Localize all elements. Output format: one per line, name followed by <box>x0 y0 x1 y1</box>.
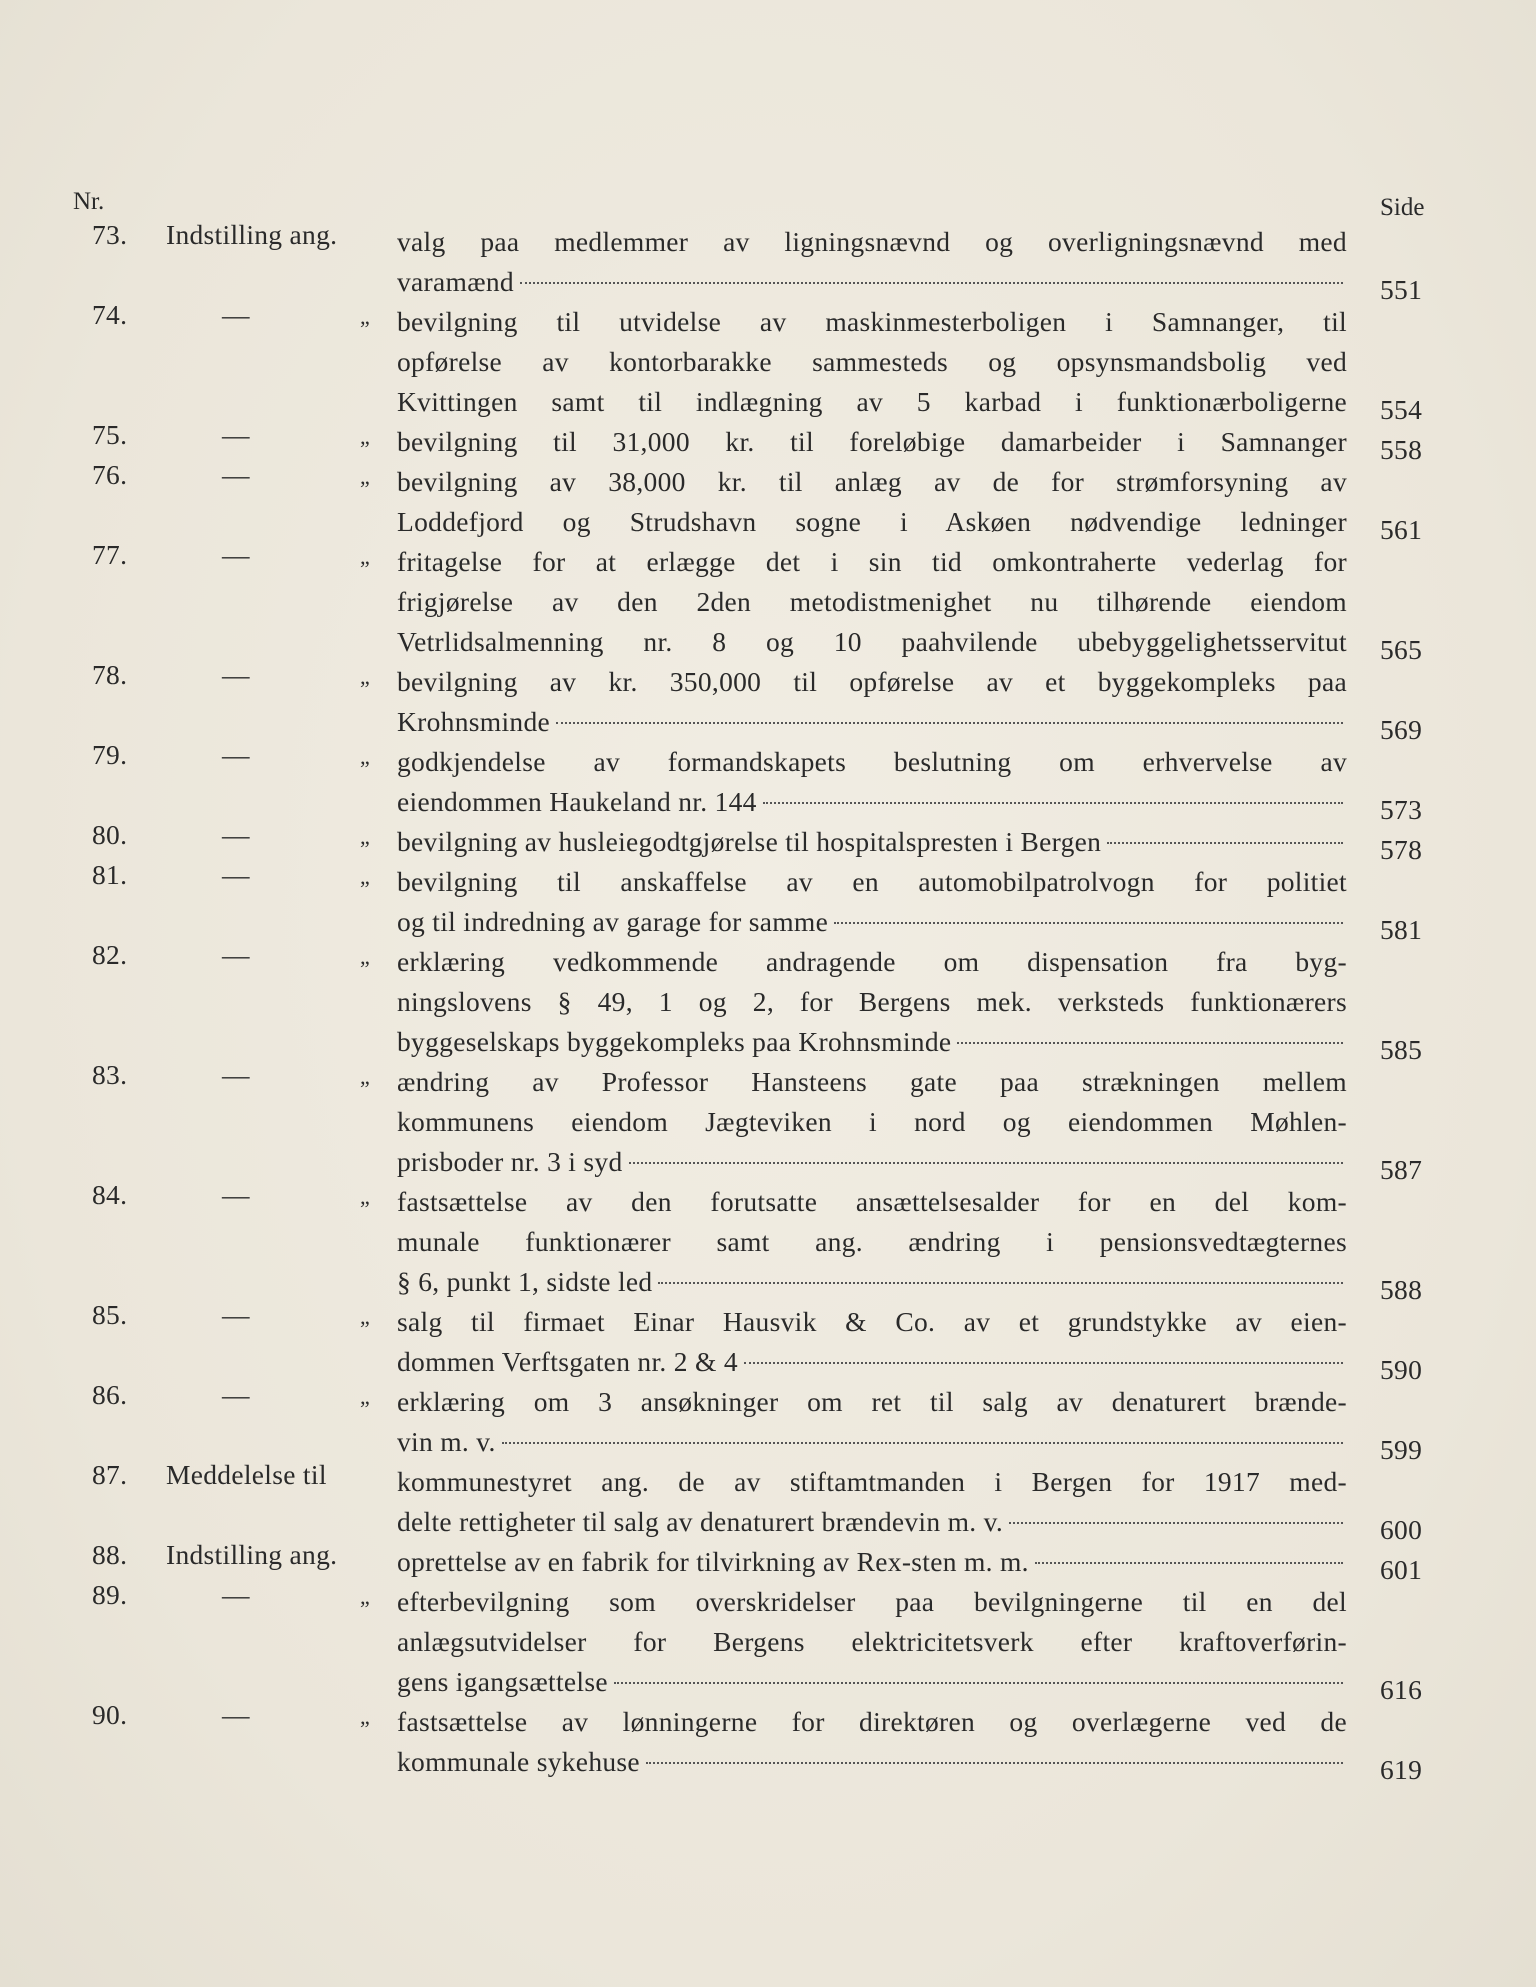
entry-last-line <box>397 702 1347 742</box>
page-number: 561 <box>1380 514 1423 545</box>
page-number: 600 <box>1380 1514 1423 1545</box>
dot-leader <box>629 1162 1343 1164</box>
entry-number: 88. <box>92 1539 128 1570</box>
page-number: 599 <box>1380 1434 1423 1465</box>
toc-line <box>0 1179 1536 1222</box>
entry-text: bevilgning til anskaffelse av en automobilpatrolvogn for politiet <box>397 866 1347 897</box>
toc-line <box>0 582 1536 622</box>
toc-line <box>0 1459 1536 1502</box>
ditto-dash: — <box>222 819 250 850</box>
page-number: 581 <box>1380 914 1423 945</box>
entry-last-line <box>397 1542 1347 1582</box>
dot-leader <box>1107 842 1343 844</box>
entry-text: eiendommen Haukeland nr. 144 <box>397 786 757 817</box>
entry-text: fastsættelse av den forutsatte ansættelsesalder for en del kom- <box>397 1186 1347 1217</box>
toc-entry <box>0 219 1536 305</box>
page-number: 587 <box>1380 1154 1423 1185</box>
ditto-mark: „ <box>360 1304 371 1329</box>
entry-text: prisboder nr. 3 i syd <box>397 1146 623 1177</box>
entry-last-line <box>397 822 1347 862</box>
toc-line <box>0 739 1536 782</box>
entry-text: erklæring vedkommende andragende om dispensation fra byg- <box>397 946 1347 977</box>
entry-last-line <box>397 1342 1347 1382</box>
ditto-mark: „ <box>360 544 371 569</box>
toc-line <box>0 219 1536 262</box>
entry-text: kommunale sykehuse <box>397 1746 640 1777</box>
entry-number: 87. <box>92 1459 128 1490</box>
ditto-dash: — <box>222 419 250 450</box>
ditto-mark: „ <box>360 304 371 329</box>
entry-number: 82. <box>92 939 128 970</box>
ditto-dash: — <box>222 659 250 690</box>
entry-last-line <box>397 1742 1347 1782</box>
dot-leader <box>646 1762 1343 1764</box>
dot-leader <box>763 802 1343 804</box>
entry-text: bevilgning til 31,000 kr. til foreløbige damarbeider i Samnanger <box>397 426 1347 457</box>
toc-line <box>0 1579 1536 1622</box>
toc-line <box>0 1379 1536 1422</box>
column-header-nr: Nr. <box>73 188 105 215</box>
entry-text: salg til firmaet Einar Hausvik & Co. av et grundstykke av eien- <box>397 1306 1347 1337</box>
page-number: 569 <box>1380 714 1423 745</box>
entry-text: oprettelse av en fabrik for tilvirkning av Rex-sten m. m. <box>397 1546 1029 1577</box>
toc-line <box>0 1742 1536 1785</box>
toc-entry <box>0 539 1536 665</box>
toc-entry <box>0 1179 1536 1305</box>
toc-line <box>0 1102 1536 1142</box>
toc-entry <box>0 1059 1536 1185</box>
ditto-dash: — <box>222 939 250 970</box>
entry-number: 89. <box>92 1579 128 1610</box>
page-number: 588 <box>1380 1274 1423 1305</box>
ditto-dash: — <box>222 539 250 570</box>
dot-leader <box>614 1682 1343 1684</box>
ditto-mark: „ <box>360 664 371 689</box>
entry-number: 85. <box>92 1299 128 1330</box>
toc-line <box>0 1222 1536 1262</box>
entry-number: 79. <box>92 739 128 770</box>
entry-number: 73. <box>92 219 128 250</box>
ditto-mark: „ <box>360 1584 371 1609</box>
page-number: 578 <box>1380 834 1423 865</box>
dot-leader <box>1009 1522 1343 1524</box>
toc-line <box>0 1699 1536 1742</box>
entry-text: fastsættelse av lønningerne for direktøren og overlægerne ved de <box>397 1706 1347 1737</box>
entry-type: Meddelelse til <box>166 1459 327 1490</box>
toc-entry <box>0 1699 1536 1785</box>
ditto-mark: „ <box>360 1184 371 1209</box>
entry-number: 78. <box>92 659 128 690</box>
ditto-mark: „ <box>360 944 371 969</box>
entry-last-line <box>397 1662 1347 1702</box>
entry-number: 90. <box>92 1699 128 1730</box>
entry-text: § 6, punkt 1, sidste led <box>397 1266 653 1297</box>
ditto-mark: „ <box>360 1384 371 1409</box>
entry-last-line <box>397 262 1347 302</box>
entry-text: ningslovens § 49, 1 og 2, for Bergens mek. verksteds funktionærers <box>397 986 1347 1017</box>
entry-text: erklæring om 3 ansøkninger om ret til salg av denaturert brænde- <box>397 1386 1347 1417</box>
entry-last-line <box>397 902 1347 942</box>
toc-entry <box>0 859 1536 945</box>
dot-leader <box>744 1362 1343 1364</box>
ditto-dash: — <box>222 1179 250 1210</box>
entry-number: 80. <box>92 819 128 850</box>
entry-last-line <box>397 782 1347 822</box>
entry-number: 77. <box>92 539 128 570</box>
ditto-dash: — <box>222 459 250 490</box>
ditto-mark: „ <box>360 744 371 769</box>
entry-last-line <box>397 1022 1347 1062</box>
entry-text: og til indredning av garage for samme <box>397 906 829 937</box>
column-header-side: Side <box>1380 194 1425 221</box>
page-number: 619 <box>1380 1754 1423 1785</box>
entry-last-line <box>397 622 1347 662</box>
toc-line <box>0 659 1536 702</box>
entry-last-line <box>397 1262 1347 1302</box>
entry-last-line <box>397 382 1347 422</box>
page-number: 573 <box>1380 794 1423 825</box>
toc-line <box>0 1059 1536 1102</box>
toc-line <box>0 859 1536 902</box>
dot-leader <box>658 1282 1343 1284</box>
entry-text: ændring av Professor Hansteens gate paa strækningen mellem <box>397 1066 1347 1097</box>
entry-text: frigjørelse av den 2den metodistmenighet nu tilhørende eiendom <box>397 586 1347 617</box>
toc-line <box>0 939 1536 982</box>
entry-number: 83. <box>92 1059 128 1090</box>
toc-line <box>0 982 1536 1022</box>
entry-number: 84. <box>92 1179 128 1210</box>
toc-line <box>0 342 1536 382</box>
entry-last-line <box>397 1502 1347 1542</box>
entry-text: bevilgning av husleiegodtgjørelse til hospitalspresten i Bergen <box>397 826 1102 857</box>
toc-entry <box>0 299 1536 425</box>
toc-entry <box>0 1379 1536 1465</box>
entry-text: anlægsutvidelser for Bergens elektricitetsverk efter kraftoverførin- <box>397 1626 1347 1657</box>
toc-entry <box>0 1579 1536 1705</box>
entry-text: fritagelse for at erlægge det i sin tid omkontraherte vederlag for <box>397 546 1347 577</box>
page-number: 616 <box>1380 1674 1423 1705</box>
page-number: 585 <box>1380 1034 1423 1065</box>
entry-number: 75. <box>92 419 128 450</box>
toc-entry <box>0 739 1536 825</box>
entry-text: bevilgning av kr. 350,000 til opførelse av et byggekompleks paa <box>397 666 1347 697</box>
toc-line <box>0 299 1536 342</box>
ditto-mark: „ <box>360 824 371 849</box>
page-number: 590 <box>1380 1354 1423 1385</box>
dot-leader <box>520 282 1343 284</box>
entry-text: Vetrlidsalmenning nr. 8 og 10 paahvilende ubebyggelighetsservitut <box>397 626 1347 657</box>
entry-text: vin m. v. <box>397 1426 496 1457</box>
toc-entry <box>0 459 1536 545</box>
page-number: 558 <box>1380 434 1423 465</box>
entry-text: kommunestyret ang. de av stiftamtmanden i Bergen for 1917 med- <box>397 1466 1347 1497</box>
entry-text: munale funktionærer samt ang. ændring i pensionsvedtægternes <box>397 1226 1347 1257</box>
entry-text: byggeselskaps byggekompleks paa Krohnsminde <box>397 1026 952 1057</box>
entry-last-line <box>397 502 1347 542</box>
entry-text: delte rettigheter til salg av denaturert brændevin m. v. <box>397 1506 1004 1537</box>
entry-text: opførelse av kontorbarakke sammesteds og opsynsmandsbolig ved <box>397 346 1347 377</box>
dot-leader <box>834 922 1343 924</box>
toc-line <box>0 459 1536 502</box>
entry-text: Loddefjord og Strudshavn sogne i Askøen nødvendige ledninger <box>397 506 1347 537</box>
entry-text: Kvittingen samt til indlægning av 5 karbad i funktionærboligerne <box>397 386 1347 417</box>
entry-last-line <box>397 1142 1347 1182</box>
entry-number: 74. <box>92 299 128 330</box>
toc-line <box>0 1299 1536 1342</box>
ditto-dash: — <box>222 859 250 890</box>
page-number: 554 <box>1380 394 1423 425</box>
table-of-contents <box>0 219 1536 1785</box>
ditto-mark: „ <box>360 424 371 449</box>
entry-text: efterbevilgning som overskridelser paa bevilgningerne til en del <box>397 1586 1347 1617</box>
page-number: 565 <box>1380 634 1423 665</box>
ditto-mark: „ <box>360 1064 371 1089</box>
ditto-dash: — <box>222 739 250 770</box>
ditto-dash: — <box>222 299 250 330</box>
entry-text: varamænd <box>397 266 514 297</box>
dot-leader <box>957 1042 1343 1044</box>
toc-entry <box>0 1299 1536 1385</box>
entry-number: 86. <box>92 1379 128 1410</box>
ditto-dash: — <box>222 1579 250 1610</box>
toc-line <box>0 539 1536 582</box>
entry-number: 76. <box>92 459 128 490</box>
ditto-dash: — <box>222 1379 250 1410</box>
entry-text: dommen Verftsgaten nr. 2 & 4 <box>397 1346 738 1377</box>
ditto-dash: — <box>222 1699 250 1730</box>
entry-last-line <box>397 1422 1347 1462</box>
page-number: 601 <box>1380 1554 1423 1585</box>
entry-text: valg paa medlemmer av ligningsnævnd og overligningsnævnd med <box>397 226 1347 257</box>
entry-last-line <box>397 422 1347 462</box>
entry-text: bevilgning til utvidelse av maskinmesterboligen i Samnanger, til <box>397 306 1347 337</box>
dot-leader <box>502 1442 1343 1444</box>
entry-text: bevilgning av 38,000 kr. til anlæg av de for strømforsyning av <box>397 466 1347 497</box>
ditto-mark: „ <box>360 1704 371 1729</box>
entry-text: kommunens eiendom Jægteviken i nord og eiendommen Møhlen- <box>397 1106 1347 1137</box>
entry-text: Krohnsminde <box>397 706 551 737</box>
toc-entry <box>0 659 1536 745</box>
dot-leader <box>1035 1562 1343 1564</box>
ditto-dash: — <box>222 1059 250 1090</box>
entry-text: godkjendelse av formandskapets beslutning om erhvervelse av <box>397 746 1347 777</box>
ditto-mark: „ <box>360 464 371 489</box>
toc-entry <box>0 939 1536 1065</box>
entry-number: 81. <box>92 859 128 890</box>
entry-type: Indstilling ang. <box>166 1539 338 1570</box>
toc-line <box>0 1622 1536 1662</box>
toc-entry <box>0 1459 1536 1545</box>
entry-type: Indstilling ang. <box>166 219 338 250</box>
ditto-dash: — <box>222 1299 250 1330</box>
dot-leader <box>556 722 1343 724</box>
entry-text: gens igangsættelse <box>397 1666 608 1697</box>
page-number: 551 <box>1380 274 1423 305</box>
ditto-mark: „ <box>360 864 371 889</box>
